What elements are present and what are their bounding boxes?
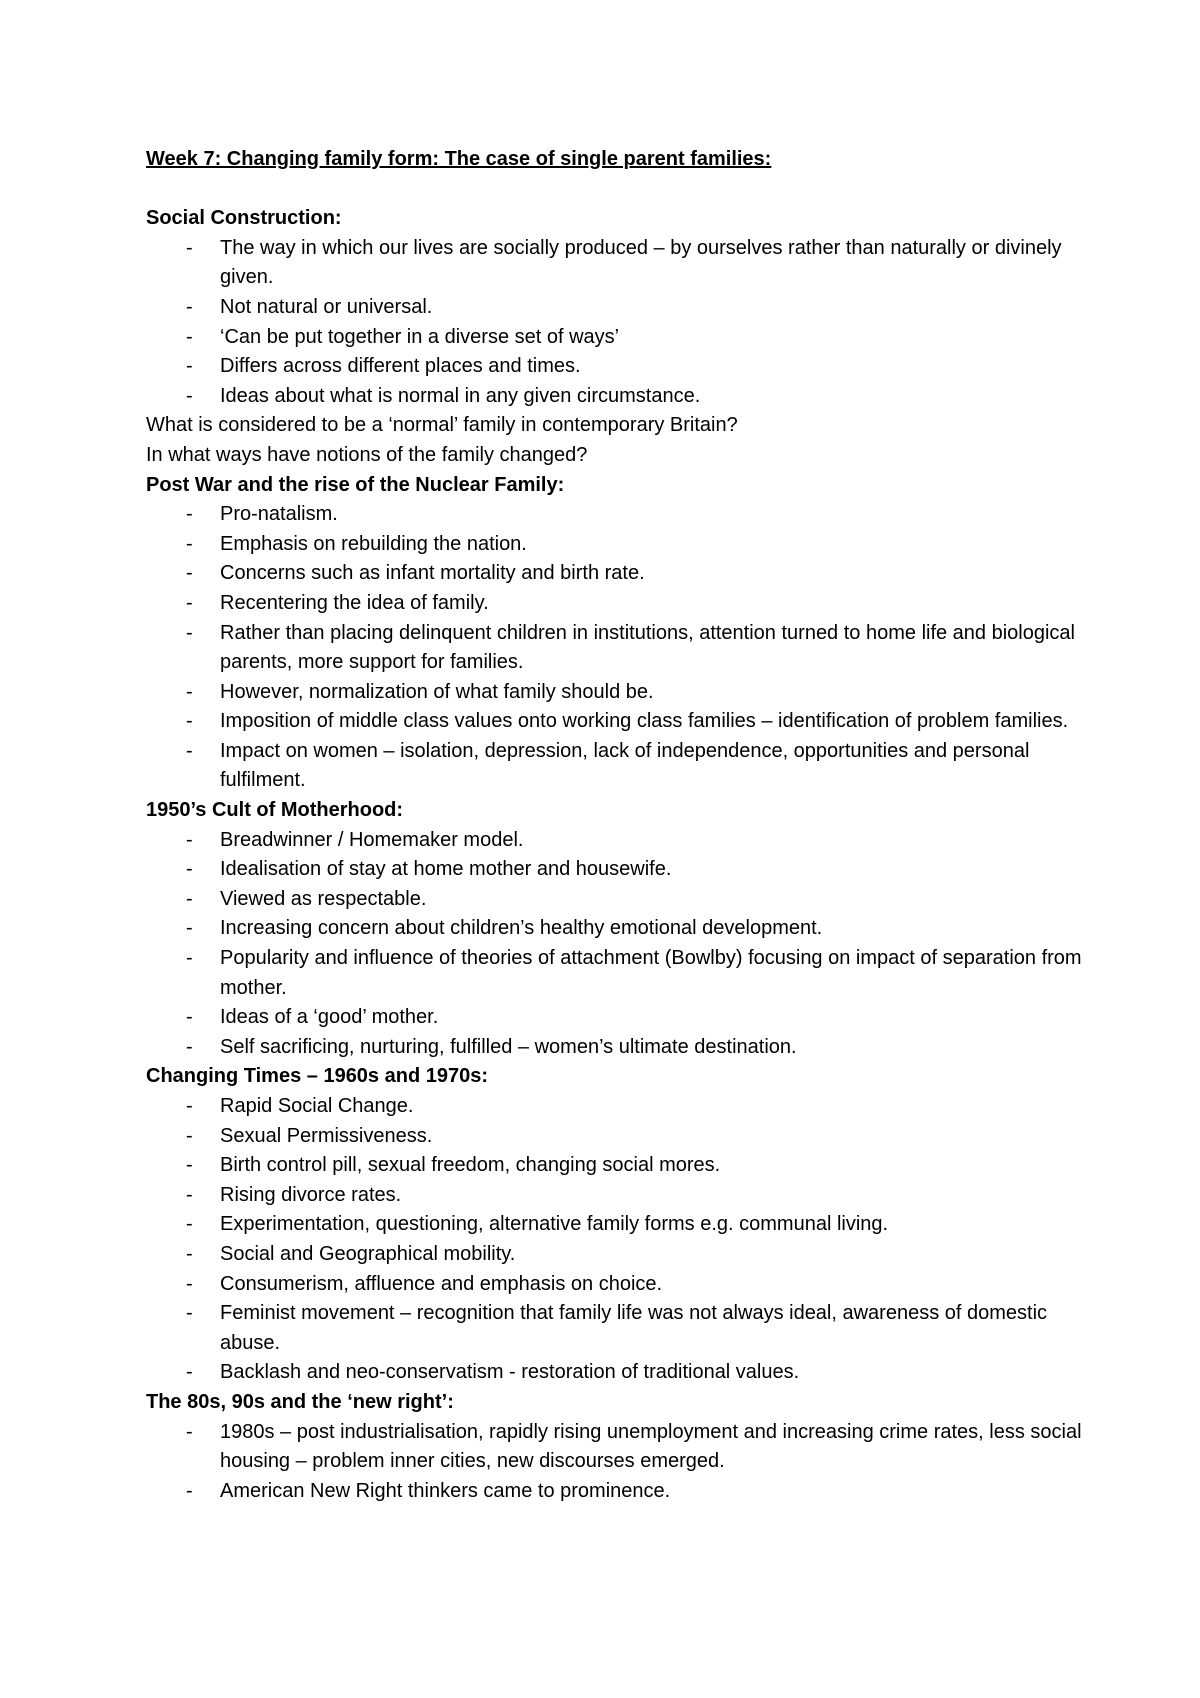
list-item — [146, 1418, 1086, 1477]
list-item — [146, 382, 1086, 412]
list-item — [146, 737, 1086, 796]
list-item-text: Ideas of a ‘good’ mother. — [220, 1006, 439, 1029]
list-item-text: Social and Geographical mobility. — [220, 1242, 516, 1265]
list-item-text: Self sacrificing, nurturing, fulfilled – women’s ultimate destination. — [220, 1035, 797, 1058]
list-item-text: However, normalization of what family should be. — [220, 680, 654, 703]
dash-bullet: - — [186, 503, 193, 526]
dash-bullet: - — [186, 384, 193, 407]
section-heading: Post War and the rise of the Nuclear Family: — [146, 473, 565, 496]
list-item-text: Pro-natalism. — [220, 503, 338, 526]
dash-bullet: - — [186, 858, 193, 881]
list-item — [146, 826, 1086, 856]
dash-bullet: - — [186, 1154, 193, 1177]
section-heading: Social Construction: — [146, 207, 342, 230]
list-item-text: Concerns such as infant mortality and birth rate. — [220, 562, 645, 585]
dash-bullet: - — [186, 1183, 193, 1206]
dash-bullet: - — [186, 236, 193, 259]
list-item-text: ‘Can be put together in a diverse set of ways’ — [220, 325, 620, 348]
list-item — [146, 1122, 1086, 1152]
dash-bullet: - — [186, 562, 193, 585]
list-item — [146, 707, 1086, 737]
dash-bullet: - — [186, 1272, 193, 1295]
question-line: What is considered to be a ‘normal’ family in contemporary Britain? — [146, 414, 738, 437]
list-item-text: 1980s – post industrialisation, rapidly rising unemployment and increasing crime rates, less social housing – problem inner cities, new discourses emerged. — [220, 1420, 1082, 1473]
dash-bullet: - — [186, 295, 193, 318]
list-item-text: Differs across different places and times. — [220, 355, 581, 378]
dash-bullet: - — [186, 710, 193, 733]
list-item-text: Increasing concern about children’s healthy emotional development. — [220, 917, 823, 940]
dash-bullet: - — [186, 621, 193, 644]
list-item — [146, 1210, 1086, 1240]
section-heading: The 80s, 90s and the ‘new right’: — [146, 1390, 454, 1413]
dash-bullet: - — [186, 1095, 193, 1117]
list-item — [146, 1003, 1086, 1033]
list-item-text: Breadwinner / Homemaker model. — [220, 828, 524, 851]
list-item — [146, 944, 1086, 1003]
list-item — [146, 1033, 1086, 1063]
dash-bullet: - — [186, 947, 193, 970]
dash-bullet: - — [186, 1479, 193, 1502]
dash-bullet: - — [186, 1006, 193, 1029]
dash-bullet: - — [186, 1124, 193, 1147]
list-item — [146, 1151, 1086, 1181]
list-item-text: Feminist movement – recognition that family life was not always ideal, awareness of domestic abuse. — [220, 1302, 1048, 1354]
list-item-text: Viewed as respectable. — [220, 887, 427, 910]
list-item-text: Emphasis on rebuilding the nation. — [220, 532, 527, 555]
dash-bullet: - — [186, 1035, 193, 1058]
list-item-text: Impact on women – isolation, depression, lack of independence, opportunities and personal fulfilment. — [220, 739, 1030, 792]
bullet-list — [146, 826, 1086, 1063]
list-item — [146, 855, 1086, 885]
list-item-text: Idealisation of stay at home mother and housewife. — [220, 858, 672, 881]
dash-bullet: - — [186, 739, 193, 762]
dash-bullet: - — [186, 1420, 193, 1443]
list-item — [146, 293, 1086, 323]
list-item-text: Rising divorce rates. — [220, 1183, 402, 1206]
list-item — [146, 1477, 1086, 1507]
list-item — [146, 559, 1086, 589]
dash-bullet: - — [186, 325, 193, 348]
dash-bullet: - — [186, 917, 193, 940]
dash-bullet: - — [186, 1242, 193, 1265]
dash-bullet: - — [186, 828, 193, 851]
list-item — [146, 914, 1086, 944]
dash-bullet: - — [186, 532, 193, 555]
dash-bullet: - — [186, 680, 193, 703]
dash-bullet: - — [186, 1361, 193, 1384]
dash-bullet: - — [186, 591, 193, 614]
list-item — [146, 234, 1086, 293]
list-item — [146, 589, 1086, 619]
section-heading: Changing Times – 1960s and 1970s: — [146, 1065, 489, 1088]
bullet-list — [146, 1418, 1086, 1507]
question-line: In what ways have notions of the family changed? — [146, 443, 588, 466]
list-item-text: Experimentation, questioning, alternative family forms e.g. communal living. — [220, 1213, 889, 1236]
list-item-text: American New Right thinkers came to prominence. — [220, 1479, 671, 1502]
list-item-text: Rapid Social Change. — [220, 1095, 414, 1117]
list-item-text: Sexual Permissiveness. — [220, 1124, 433, 1147]
list-item — [146, 352, 1086, 382]
section-heading: 1950’s Cult of Motherhood: — [146, 799, 404, 822]
document-page — [146, 145, 1086, 1506]
dash-bullet: - — [186, 1302, 193, 1325]
list-item-text: Rather than placing delinquent children in institutions, attention turned to home life and biological parents, more support for families. — [220, 621, 1075, 674]
list-item — [146, 678, 1086, 708]
list-item — [146, 323, 1086, 353]
list-item — [146, 500, 1086, 530]
list-item — [146, 885, 1086, 915]
list-item-text: Consumerism, affluence and emphasis on choice. — [220, 1272, 663, 1295]
list-item — [146, 530, 1086, 560]
bullet-list — [146, 234, 1086, 412]
dash-bullet: - — [186, 355, 193, 378]
list-item-text: Popularity and influence of theories of attachment (Bowlby) focusing on impact of separation from mother. — [220, 947, 1082, 999]
dash-bullet: - — [186, 887, 193, 910]
list-item-text: The way in which our lives are socially produced – by ourselves rather than naturally or divinely given. — [220, 236, 1062, 289]
list-item-text: Recentering the idea of family. — [220, 591, 489, 614]
list-item — [146, 1270, 1086, 1300]
bullet-list — [146, 500, 1086, 796]
dash-bullet: - — [186, 1213, 193, 1236]
document-title: Week 7: Changing family form: The case of single parent families: — [146, 148, 772, 170]
list-item — [146, 1092, 1086, 1122]
bullet-list — [146, 1092, 1086, 1388]
list-item-text: Imposition of middle class values onto working class families – identification of problem families. — [220, 710, 1069, 733]
list-item — [146, 1299, 1086, 1358]
list-item — [146, 1358, 1086, 1388]
list-item — [146, 619, 1086, 678]
list-item-text: Ideas about what is normal in any given circumstance. — [220, 384, 701, 407]
document-body — [146, 204, 1086, 1506]
list-item — [146, 1181, 1086, 1211]
list-item-text: Not natural or universal. — [220, 295, 433, 318]
list-item-text: Birth control pill, sexual freedom, changing social mores. — [220, 1154, 721, 1177]
list-item-text: Backlash and neo-conservatism - restoration of traditional values. — [220, 1361, 800, 1384]
list-item — [146, 1240, 1086, 1270]
